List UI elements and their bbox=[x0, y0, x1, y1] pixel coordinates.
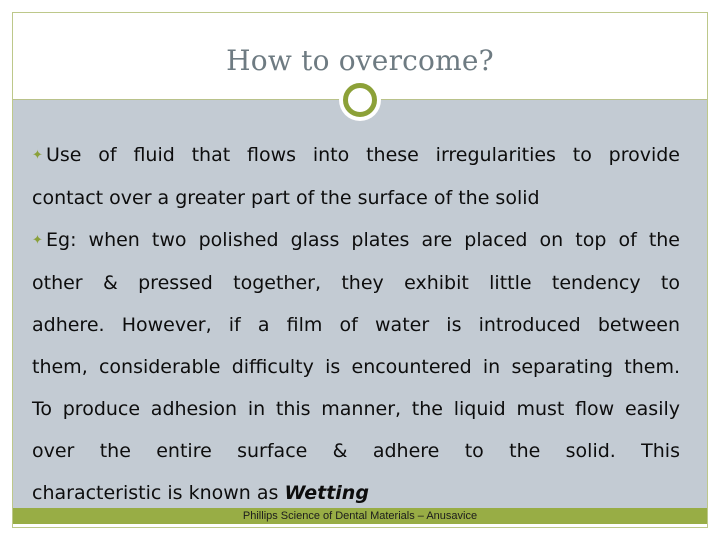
text-line bbox=[32, 219, 680, 262]
text-line: over the entire surface & adhere to the solid. This bbox=[32, 440, 680, 462]
text-line: contact over a greater part of the surface of the solid bbox=[32, 187, 540, 209]
text-line: To produce adhesion in this manner, the liquid must flow easily bbox=[32, 398, 680, 420]
bullet-icon: ✦ bbox=[32, 233, 43, 248]
text-line-content: characteristic is known as bbox=[32, 482, 279, 504]
text-line bbox=[32, 134, 680, 177]
bullet-paragraph-1 bbox=[32, 134, 680, 219]
text-line: them, considerable difficulty is encountered in separating them. bbox=[32, 356, 680, 378]
slide-title: How to overcome? bbox=[226, 44, 494, 77]
ring-ornament-inner bbox=[343, 83, 377, 117]
text-line: other & pressed together, they exhibit little tendency to bbox=[32, 272, 680, 294]
footer-citation: Phillips Science of Dental Materials – Anusavice bbox=[242, 510, 478, 522]
bullet-paragraph-2 bbox=[32, 219, 680, 514]
slide-content bbox=[32, 134, 680, 514]
text-line-content: Eg: when two polished glass plates are placed on top of the bbox=[46, 229, 680, 251]
ring-ornament-icon bbox=[339, 79, 381, 121]
text-line: adhere. However, if a film of water is introduced between bbox=[32, 314, 680, 336]
bullet-icon: ✦ bbox=[32, 148, 43, 163]
emphasis-term: Wetting bbox=[284, 482, 369, 504]
text-line-content: Use of fluid that flows into these irregularities to provide bbox=[46, 144, 680, 166]
